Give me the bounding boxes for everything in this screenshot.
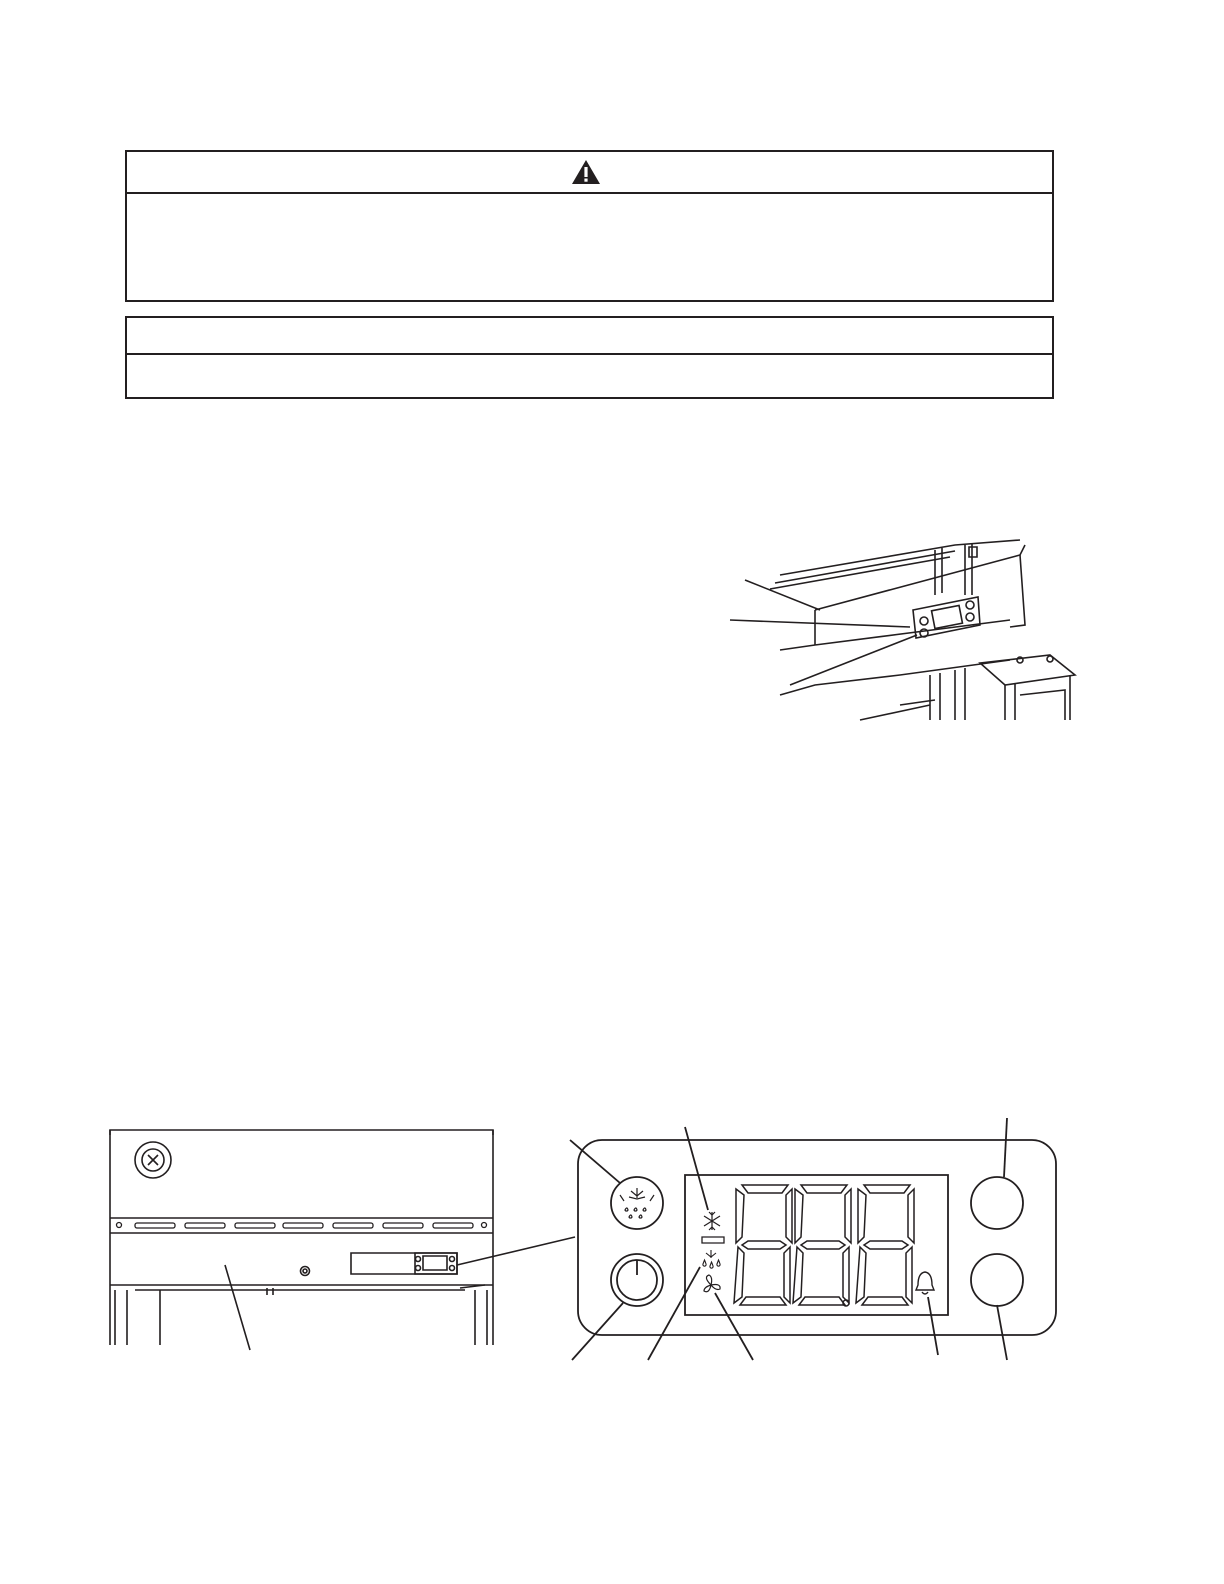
defrost-indicator-icon bbox=[703, 1250, 720, 1268]
warning-body bbox=[127, 194, 1052, 300]
digit-1 bbox=[734, 1185, 792, 1305]
snowflake-icon bbox=[704, 1212, 720, 1230]
digit-2 bbox=[793, 1185, 851, 1305]
brand-logo bbox=[135, 1142, 171, 1178]
down-button[interactable] bbox=[971, 1254, 1023, 1306]
notice-box bbox=[125, 316, 1054, 399]
display-readout bbox=[734, 1185, 914, 1306]
controller-faceplate-diagram bbox=[560, 1115, 1070, 1360]
warning-triangle-icon bbox=[571, 159, 601, 185]
notice-body bbox=[127, 355, 1052, 397]
warning-header bbox=[127, 152, 1052, 194]
cabinet-front-illustration bbox=[105, 1125, 605, 1360]
warning-box bbox=[125, 150, 1054, 302]
power-button[interactable] bbox=[611, 1254, 663, 1306]
digit-3 bbox=[856, 1185, 914, 1305]
fan-icon bbox=[704, 1275, 720, 1292]
defrost-icon bbox=[620, 1188, 654, 1218]
cabinet-top-illustration bbox=[720, 535, 1090, 720]
defrost-button[interactable] bbox=[611, 1177, 663, 1229]
compressor-led bbox=[702, 1237, 724, 1243]
bell-icon bbox=[916, 1272, 934, 1294]
up-button[interactable] bbox=[971, 1177, 1023, 1229]
notice-header bbox=[127, 318, 1052, 355]
